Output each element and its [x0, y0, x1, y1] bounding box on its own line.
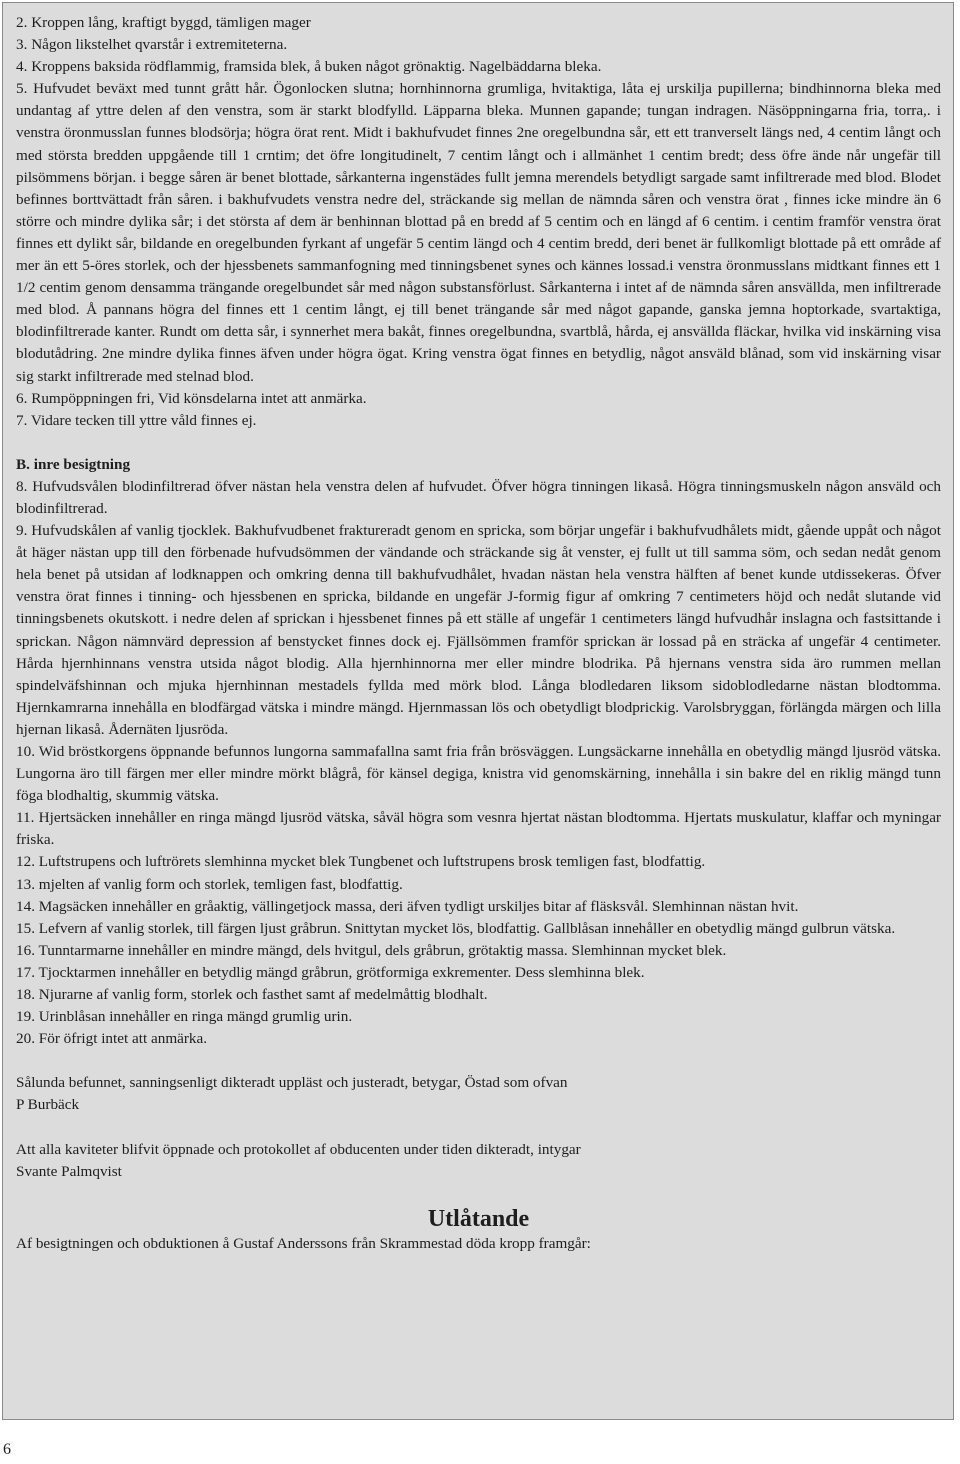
item-4: 4. Kroppens baksida rödflammig, framsida blek, å buken något grönaktig. Nagelbäddarna bleka.	[16, 58, 602, 76]
spacer	[16, 1050, 941, 1072]
item-3: 3. Någon likstelhet qvarstår i extremiteterna.	[16, 36, 288, 54]
item-2: 2. Kroppen lång, kraftigt byggd, tämligen mager	[16, 14, 311, 31]
item-5: 5. Hufvudet beväxt med tunnt grått hår. Ögonlocken slutna; hornhinnorna grumliga, hvitaktiga, låta ej urskilja pupillerna; bindhinnorna bleka med undantag af yttre delen af den venstra, som är starkt blodfylld. Läpparna bleka. Munnen gapande; tungan indragen. Näsöppningarna fria, torra,. i venstra öronmusslan funnes blodsörja; högra örat rent. Midt i bakhufvudet finnes 2ne oregelbundna sår, ett ett tranverselt längs ned, 4 centim långt och med största bredden uppgående till 1 crntim; det öfre longitudinelt, 7 centim långt och i allmänhet 1 centim bredt; dess öfre ände når ungefär till pilsömmens början. i begge såren är benet blottade, sårkanterna ingenstädes fullt jemna merendels betydligt sargade samt infiltrerade med blod. Blodet befinnes borttvättadt från såren. i bakhufvudets venstra nedre del, sträckande sig mellan de nämnda såren och venstra örat , finnes icke mindre än 6 större och mindre dylika sår; i det största af dem är benhinnan blottad på en bredd af 5 centim och en längd af 6 centim. i centim framför venstra örat finnes ett dylikt sår, bildande en oregelbunden fyrkant af ungefär 5 centim längd och 4 centim bredd, deri benet är fullkomligt blottade på ett område af mer än ett 5-öres storlek, och der hjessbenets sammanfogning med tinningsbenet synes och kännes lossad.i venstra öronmusslans midtkant finnes ett 1 1/2 centim genom densamma trängande oregelbundet sår med någon substansförlust. Sårkanterna i intet af de nämnda såren ansvällda, men infiltrerade med blod. Å pannans högra del finnes ett 1 centim långt, ej till benet trängande sår med något gapande, ganska jemna hoptorkade, svartaktiga, blodinfiltrerade kanter. Rundt om detta sår, i synnerhet mera bakåt, finnes oregelbundna, svartblå, hårda, ej ansvällda fläckar, hvilka vid inskärning visa blodutådring. 2ne mindre dylika finnes äfven under högra ögat. Kring venstra ögat finnes en betydlig, något ansväld blånad, som vid inskärning visar sig starkt infiltrerade med stelnad blod.	[16, 80, 941, 385]
spacer	[16, 432, 941, 454]
item-20: 20. För öfrigt intet att anmärka.	[16, 1030, 208, 1048]
item-9: 9. Hufvudskålen af vanlig tjocklek. Bakhufvudbenet fraktureradt genom en spricka, som börjar ungefär i bakhufvudhålets midt, gående uppåt och något åt häger nästan upp till den förbenade hufvudsömmen der vändande och sträckande sig åt venster, ej fullt ut till samma söm, och sedan nedåt genom hela benet på utsidan af lodknappen och omkring denna till bakhufvudhålet, hvadan nästan hela venstra hälften af benet kunde utdissekeras. Öfver venstra örat finnes i tinning- och hjessbenen en spricka, bildande en ungefär J-formig figur af omkring 7 centimeters höjd och nedåt slutande vid tinningsbenets okutskott. i nedre delen af sprickan i hjessbenet finnes på ett ställe af ungefär 1 centimeters längd hufvudhår inslagna och fastsittande i sprickan. Någon nämnvärd depression af benstycket finnes dock ej. Fjällsömmen framför sprickan är lossad på en sträcka af ungefär 4 centimeter. Hårda hjernhinnans venstra utsida något blodig. Alla hjernhinnorna mer eller mindre blodrika. På hjernans venstra sida äro rummen mellan spindelväfshinnan och mjuka hjernhinnan mestadels fyllda med mörk blod. Långa blodledaren liksom sidoblodledarne nästan blodtomma. Hjernkamrarna innehålla en blodfärgad vätska i mindre mängd. Hjernmassan lös och obetydligt blodprickig. Varolsbryggan, förlängda märgen och lilla hjernan likaså. Ådernäten ljusröda.	[16, 522, 941, 738]
item-7: 7. Vidare tecken till yttre våld finnes ej.	[16, 411, 257, 429]
item-16: 16. Tunntarmarne innehåller en mindre mängd, dels hvitgul, dels gråbrun, grötaktig massa. Slemhinnan mycket blek.	[16, 941, 727, 959]
item-10: 10. Wid bröstkorgens öppnande befunnos lungorna sammafallna samt fria från brösväggen. Lungsäckarne innehålla en obetydlig mängd ljusröd vätska. Lungorna äro till färgen mer eller mindre mörkt blågrå, för känsel degiga, knistra vid genomskärning, innehålla i sin bakre del en riklig mängd tunn föga blodhaltig, skummig vätska.	[16, 743, 941, 805]
item-8: 8. Hufvudsvålen blodinfiltrerad öfver nästan hela venstra delen af hufvudet. Öfver högra tinningen likaså. Högra tinningsmuskeln någon ansväld och blodinfiltrerad.	[16, 477, 941, 517]
item-14: 14. Magsäcken innehåller en gråaktig, vällingetjock massa, deri äfven tydligt urskiljes bitar af fläsksvål. Slemhinnan nästan hvit.	[16, 897, 799, 915]
item-12: 12. Luftstrupens och luftrörets slemhinna mycket blek Tungbenet och luftstrupens brosk temligen fast, blodfattig.	[16, 853, 706, 871]
item-15: 15. Lefvern af vanlig storlek, till färgen ljust gråbrun. Snittytan mycket lös, blodfattig. Gallblåsan innehåller en obetydlig mängd gulbrun vätska.	[16, 919, 896, 937]
signature-name-1: P Burbäck	[16, 1096, 80, 1114]
page-number: 6	[3, 1441, 11, 1458]
section-heading-inre-besigtning: B. inre besigtning	[16, 455, 131, 473]
item-11: 11. Hjertsäcken innehåller en ringa mängd ljusröd vätska, såväl högra som vesnra hjertat nästan blodtomma. Hjertats muskulatur, klaffar och myningar friska.	[16, 809, 941, 849]
spacer	[16, 1117, 941, 1139]
utlatande-intro: Af besigtningen och obduktionen å Gustaf Anderssons från Skrammestad döda kropp framgår:	[16, 1234, 591, 1252]
item-17: 17. Tjocktarmen innehåller en betydlig mängd gråbrun, grötformiga exkrementer. Dess slemhinna blek.	[16, 963, 645, 981]
signature-statement-2: Att alla kaviteter blifvit öppnade och protokollet af obducenten under tiden dikteradt, intygar	[16, 1140, 581, 1158]
signature-statement-1: Sålunda befunnet, sanningsenligt dikteradt uppläst och justeradt, betygar, Östad som ofvan	[16, 1074, 568, 1092]
spacer	[16, 1183, 941, 1205]
document-panel	[2, 2, 954, 1420]
item-18: 18. Njurarne af vanlig form, storlek och fasthet samt af medelmåttig blodhalt.	[16, 986, 488, 1004]
item-6: 6. Rumpöppningen fri, Vid könsdelarna intet att anmärka.	[16, 389, 367, 407]
item-13: 13. mjelten af vanlig form och storlek, temligen fast, blodfattig.	[16, 875, 403, 893]
item-19: 19. Urinblåsan innehåller en ringa mängd grumlig urin.	[16, 1008, 353, 1026]
section-title-utlatande: Utlåtande	[427, 1205, 530, 1232]
signature-name-2: Svante Palmqvist	[16, 1162, 122, 1180]
